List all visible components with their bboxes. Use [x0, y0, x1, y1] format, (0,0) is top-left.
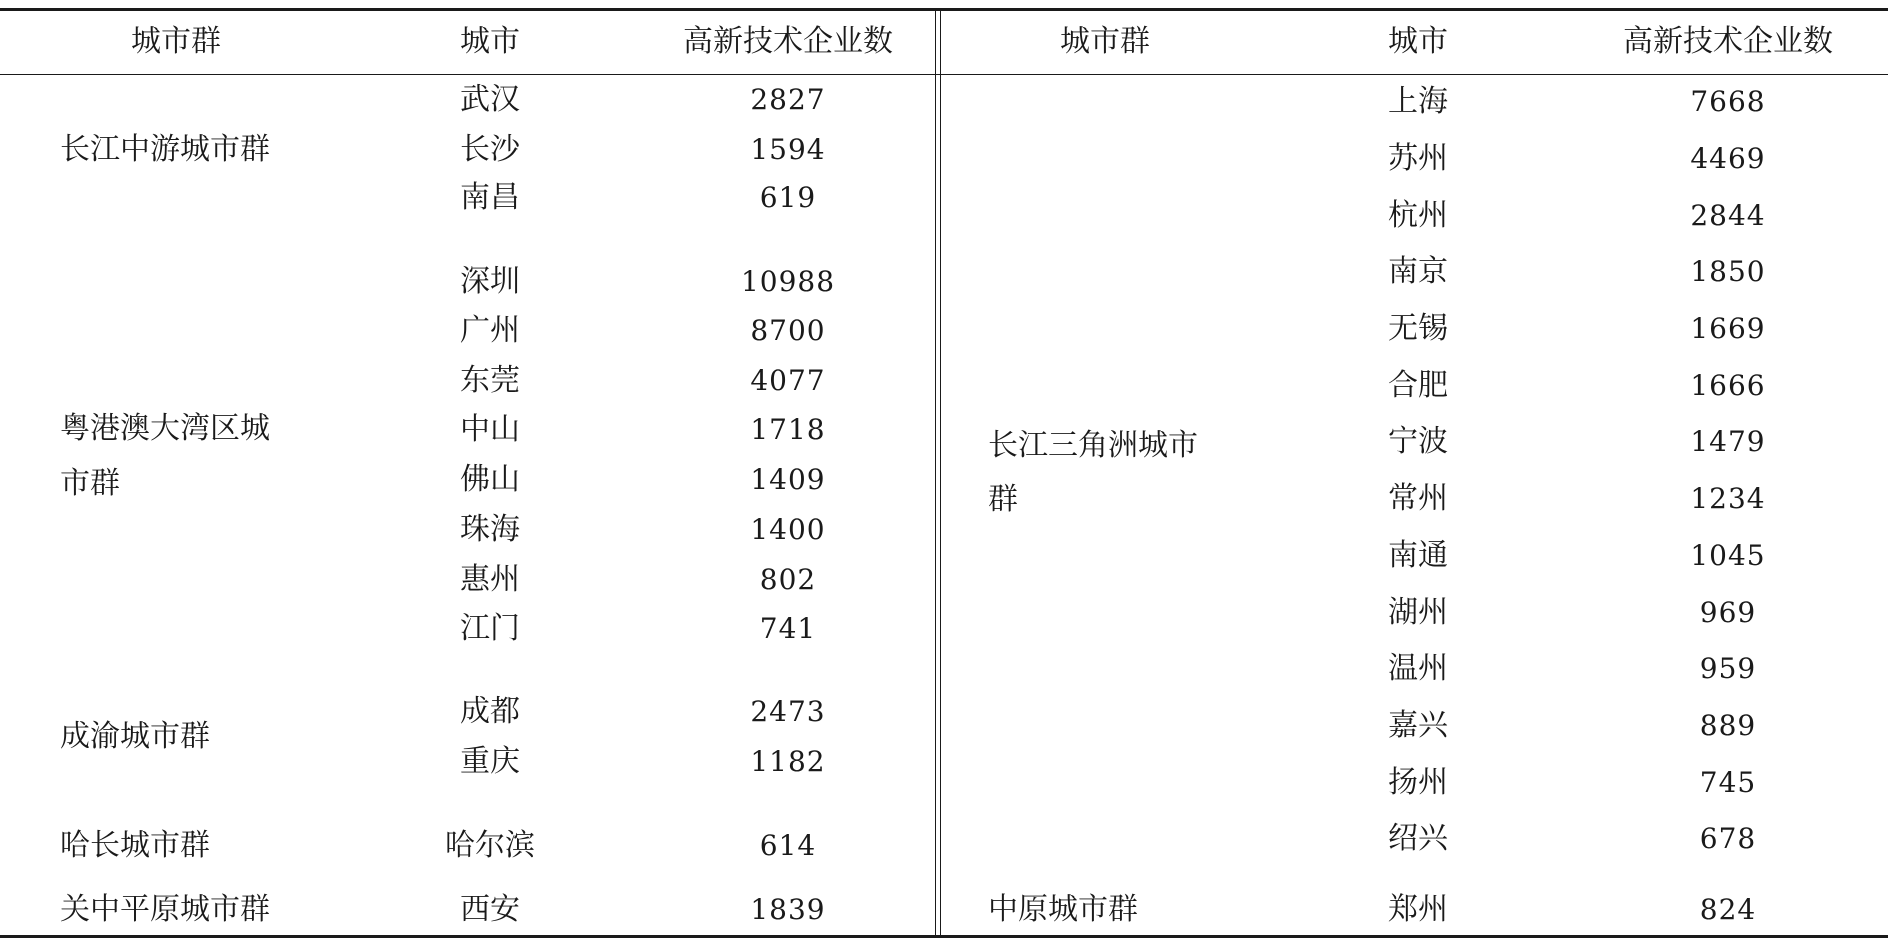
- left-city-cell: 江门: [460, 611, 520, 646]
- right-city-cell: 扬州: [1388, 765, 1448, 800]
- left-count-cell: 1718: [750, 413, 826, 446]
- left-city-cell: 惠州: [460, 562, 520, 597]
- right-count-cell: 1479: [1690, 425, 1766, 458]
- header-left-city: 城市: [460, 24, 520, 59]
- right-city-cell: 湖州: [1388, 595, 1448, 630]
- left-count-cell: 4077: [750, 364, 826, 397]
- left-city-cell: 深圳: [460, 264, 520, 299]
- left-count-cell: 2473: [750, 695, 826, 728]
- right-count-cell: 969: [1699, 596, 1757, 629]
- right-city-cell: 南通: [1388, 538, 1448, 573]
- right-count-cell: 745: [1699, 766, 1757, 799]
- left-city-cell: 长沙: [460, 132, 520, 167]
- header-right-city: 城市: [1388, 24, 1448, 59]
- right-count-cell: 4469: [1690, 142, 1766, 175]
- table-header-rule: [0, 74, 1888, 75]
- right-group-name: 群: [988, 482, 1018, 517]
- right-city-cell: 郑州: [1388, 892, 1448, 927]
- left-city-cell: 东莞: [460, 363, 520, 398]
- left-count-cell: 614: [759, 829, 817, 862]
- right-city-cell: 嘉兴: [1388, 708, 1448, 743]
- right-count-cell: 1045: [1690, 539, 1766, 572]
- left-city-cell: 佛山: [460, 462, 520, 497]
- header-right-group: 城市群: [1060, 24, 1150, 59]
- left-group-name: 粤港澳大湾区城: [60, 411, 270, 446]
- left-count-cell: 1594: [750, 133, 826, 166]
- right-city-cell: 苏州: [1388, 141, 1448, 176]
- left-city-cell: 西安: [460, 892, 520, 927]
- right-city-cell: 常州: [1388, 481, 1448, 516]
- left-city-cell: 珠海: [460, 512, 520, 547]
- right-count-cell: 1669: [1690, 312, 1766, 345]
- right-city-cell: 宁波: [1388, 424, 1448, 459]
- right-count-cell: 1234: [1690, 482, 1766, 515]
- left-city-cell: 中山: [460, 412, 520, 447]
- left-count-cell: 2827: [750, 83, 826, 116]
- right-count-cell: 1666: [1690, 369, 1766, 402]
- header-left-count: 高新技术企业数: [683, 24, 893, 59]
- left-count-cell: 741: [759, 612, 817, 645]
- right-count-cell: 678: [1699, 822, 1757, 855]
- left-count-cell: 1839: [750, 893, 826, 926]
- left-city-cell: 广州: [460, 313, 520, 348]
- right-city-cell: 温州: [1388, 651, 1448, 686]
- left-count-cell: 619: [759, 181, 817, 214]
- right-count-cell: 824: [1699, 893, 1757, 926]
- left-count-cell: 1400: [750, 513, 826, 546]
- right-count-cell: 2844: [1690, 199, 1766, 232]
- right-group-name: 长江三角洲城市: [988, 428, 1198, 463]
- left-count-cell: 10988: [740, 265, 836, 298]
- table-bottom-rule: [0, 935, 1888, 938]
- left-city-cell: 哈尔滨: [445, 828, 535, 863]
- left-city-cell: 南昌: [460, 180, 520, 215]
- left-group-name: 成渝城市群: [60, 719, 210, 754]
- right-count-cell: 889: [1699, 709, 1757, 742]
- column-divider-right: [940, 8, 941, 937]
- right-city-cell: 无锡: [1388, 311, 1448, 346]
- left-count-cell: 802: [759, 563, 817, 596]
- left-group-name: 市群: [60, 466, 120, 501]
- left-count-cell: 1409: [750, 463, 826, 496]
- left-city-cell: 重庆: [460, 744, 520, 779]
- right-city-cell: 绍兴: [1388, 821, 1448, 856]
- table-top-rule: [0, 8, 1888, 11]
- right-city-cell: 上海: [1388, 84, 1448, 119]
- left-count-cell: 8700: [750, 314, 826, 347]
- right-city-cell: 南京: [1388, 254, 1448, 289]
- header-left-group: 城市群: [131, 24, 221, 59]
- right-count-cell: 7668: [1690, 85, 1766, 118]
- left-group-name: 长江中游城市群: [60, 132, 270, 167]
- right-count-cell: 1850: [1690, 255, 1766, 288]
- left-city-cell: 成都: [460, 694, 520, 729]
- left-count-cell: 1182: [750, 745, 826, 778]
- header-right-count: 高新技术企业数: [1623, 24, 1833, 59]
- right-city-cell: 杭州: [1388, 198, 1448, 233]
- left-city-cell: 武汉: [460, 82, 520, 117]
- left-group-name: 关中平原城市群: [60, 892, 270, 927]
- column-divider-left: [935, 8, 936, 937]
- right-city-cell: 合肥: [1388, 368, 1448, 403]
- left-group-name: 哈长城市群: [60, 828, 210, 863]
- right-count-cell: 959: [1699, 652, 1757, 685]
- right-group-name: 中原城市群: [988, 892, 1138, 927]
